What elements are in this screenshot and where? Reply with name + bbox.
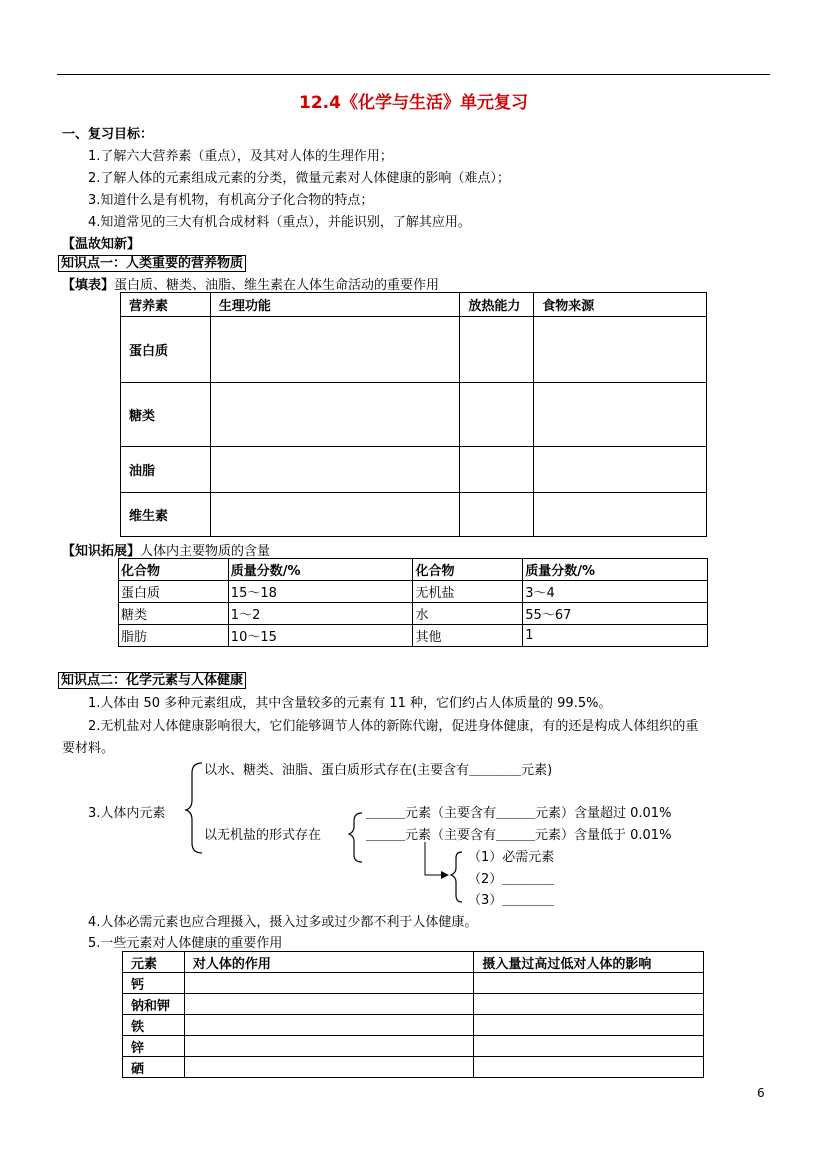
nutrient-name: 蛋白质 (121, 317, 211, 383)
table-cell: 糖类 (119, 603, 229, 625)
paragraph: 1.人体由 50 多种元素组成，其中含量较多的元素有 11 种，它们约占人体质量的 99.5%。 (88, 696, 612, 711)
fill-text: 蛋白质、糖类、油脂、维生素在人体生命活动的重要作用 (114, 278, 440, 293)
review-heading: 【温故知新】 (62, 237, 141, 252)
paragraph: 2.无机盐对人体健康影响很大，它们能够调节人体的新陈代谢，促进身体健康，有的还是构成人体组织的重 (88, 719, 699, 734)
col-header: 元素 (123, 952, 185, 973)
table-cell: 1～2 (228, 603, 413, 625)
answer-cell[interactable] (474, 1015, 704, 1036)
table-cell: 10～15 (228, 625, 413, 647)
col-header: 摄入量过高过低对人体的影响 (474, 952, 704, 973)
paragraph: 4.人体必需元素也应合理摄入，摄入过多或过少都不利于人体健康。 (88, 915, 478, 930)
objective-item: 4.知道常见的三大有机合成材料（重点），并能识别，了解其应用。 (88, 215, 471, 230)
col-header: 质量分数/% (228, 559, 413, 581)
extension-text: 人体内主要物质的含量 (140, 544, 271, 559)
branch-organic: 以水、糖类、油脂、蛋白质形式存在(主要含有＿＿＿＿元素) (204, 763, 553, 778)
trace-leaf: （2）＿＿＿＿ (468, 872, 555, 887)
paragraph: 要材料。 (62, 741, 115, 756)
answer-cell[interactable] (474, 1057, 704, 1078)
table-cell: 1 (523, 625, 708, 647)
answer-cell[interactable] (184, 1057, 473, 1078)
answer-cell[interactable] (474, 973, 704, 994)
element-name: 锌 (123, 1036, 185, 1057)
extension-label: 【知识拓展】 (62, 544, 141, 559)
table-row (123, 1057, 704, 1078)
macro-element-line: ＿＿＿元素（主要含有＿＿＿元素）含量超过 0.01% (366, 806, 672, 821)
element-name: 钙 (123, 973, 185, 994)
element-name: 铁 (123, 1015, 185, 1036)
col-header: 营养素 (121, 293, 211, 317)
objective-item: 1.了解六大营养素（重点），及其对人体的生理作用； (88, 149, 393, 164)
element-name: 钠和钾 (123, 994, 185, 1015)
page-number: 6 (757, 1086, 765, 1100)
col-header: 生理功能 (210, 293, 460, 317)
answer-cell[interactable] (184, 994, 473, 1015)
col-header: 放热能力 (460, 293, 534, 317)
kp2-title: 知识点二：化学元素与人体健康 (58, 672, 246, 689)
nutrient-name: 糖类 (121, 383, 211, 447)
table-cell: 脂肪 (119, 625, 229, 647)
col-header: 对人体的作用 (184, 952, 473, 973)
diagram-root: 3.人体内元素 (88, 806, 166, 821)
branch-inorganic: 以无机盐的形式存在 (204, 828, 322, 843)
answer-cell[interactable] (184, 973, 473, 994)
element-name: 硒 (123, 1057, 185, 1078)
table-cell: 水 (413, 603, 523, 625)
table-row (123, 994, 704, 1015)
trace-element-line: ＿＿＿元素（主要含有＿＿＿元素）含量低于 0.01% (366, 828, 672, 843)
table-cell: 15～18 (228, 581, 413, 603)
trace-leaf: （3）＿＿＿＿ (468, 893, 555, 908)
table-cell: 蛋白质 (119, 581, 229, 603)
trace-leaf: （1）必需元素 (468, 850, 555, 865)
table-cell: 其他 (413, 625, 523, 647)
fill-label: 【填表】 (62, 278, 115, 293)
paragraph: 5.一些元素对人体健康的重要作用 (88, 936, 283, 951)
col-header: 质量分数/% (523, 559, 708, 581)
answer-cell[interactable] (474, 1036, 704, 1057)
element-table (122, 951, 704, 1078)
answer-cell[interactable] (474, 994, 704, 1015)
table-row (123, 973, 704, 994)
table-cell: 3～4 (523, 581, 708, 603)
nutrient-name: 维生素 (121, 493, 211, 537)
kp1-title: 知识点一：人类重要的营养物质 (58, 255, 246, 272)
col-header: 化合物 (119, 559, 229, 581)
nutrient-name: 油脂 (121, 447, 211, 493)
answer-cell[interactable] (184, 1015, 473, 1036)
table-row (123, 1036, 704, 1057)
objective-item: 2.了解人体的元素组成元素的分类，微量元素对人体健康的影响（难点）； (88, 171, 510, 186)
page-title: 12.4《化学与生活》单元复习 (299, 93, 528, 113)
table-row (123, 1015, 704, 1036)
col-header: 化合物 (413, 559, 523, 581)
objective-item: 3.知道什么是有机物，有机高分子化合物的特点； (88, 193, 374, 208)
table-cell: 55～67 (523, 603, 708, 625)
table-cell: 无机盐 (413, 581, 523, 603)
section-heading: 一、复习目标： (62, 127, 154, 142)
col-header: 食物来源 (534, 293, 707, 317)
answer-cell[interactable] (184, 1036, 473, 1057)
